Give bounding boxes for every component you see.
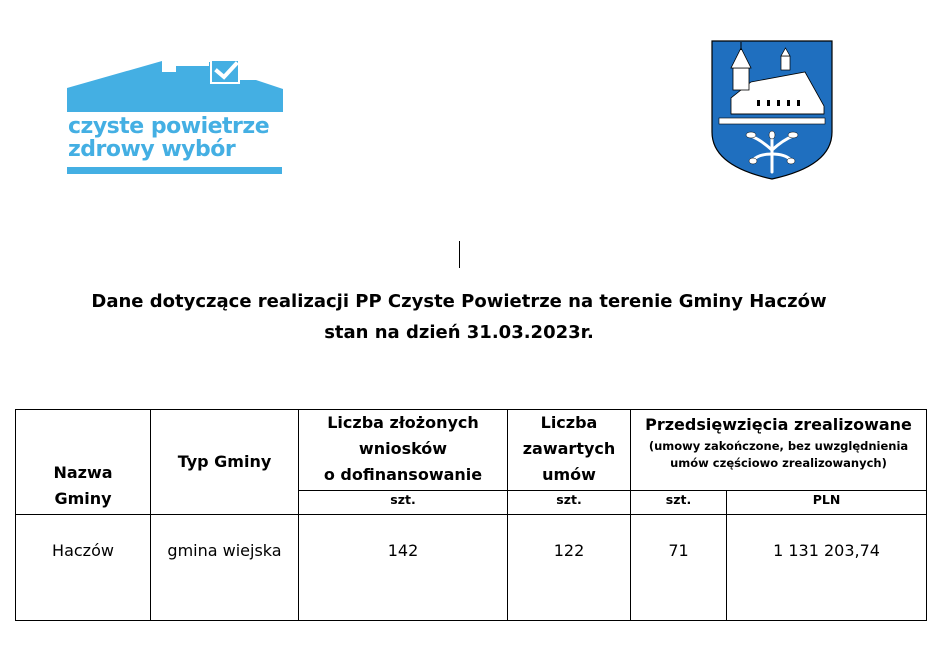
- cell-type: gmina wiejska: [151, 515, 299, 621]
- document-subtitle: stan na dzień 31.03.2023r.: [324, 322, 594, 343]
- logo-text-line2: zdrowy wybór: [68, 137, 236, 162]
- logo-underline: [67, 167, 282, 174]
- unit-contracts: szt.: [508, 491, 631, 515]
- cell-completed-value: 1 131 203,74: [727, 515, 927, 621]
- cell-completed-count: 71: [631, 515, 727, 621]
- header-completed-note-line1: (umowy zakończone, bez uwzględnienia: [648, 439, 909, 453]
- cell-applications: 142: [299, 515, 508, 621]
- unit-completed-count: szt.: [631, 491, 727, 515]
- unit-applications: szt.: [299, 491, 508, 515]
- header-name: [16, 410, 151, 515]
- czyste-powietrze-logo: [66, 58, 284, 178]
- header-completed-title: Przedsięwzięcia zrealizowane: [645, 415, 912, 434]
- header-applications-line3: o dofinansowanie: [323, 465, 483, 484]
- document-title: Dane dotyczące realizacji PP Czyste Powietrze na terenie Gminy Haczów: [91, 291, 827, 312]
- cell-contracts: 122: [508, 515, 631, 621]
- header-contracts: [508, 410, 631, 491]
- unit-completed-value: PLN: [727, 491, 927, 515]
- text-cursor: [459, 241, 460, 268]
- header-name-line2: Gminy: [54, 489, 112, 508]
- header-completed: [631, 410, 927, 491]
- header-contracts-line2: zawartych: [522, 439, 616, 458]
- header-applications-line1: Liczba złożonych: [327, 413, 479, 432]
- header-type: Typ Gminy: [151, 410, 299, 515]
- header-contracts-line1: Liczba: [540, 413, 598, 432]
- header-applications: [299, 410, 508, 491]
- header-contracts-line3: umów: [542, 465, 596, 484]
- header-applications-line2: wniosków: [358, 439, 448, 458]
- gmina-coat-of-arms: [711, 40, 833, 180]
- data-table: [15, 409, 927, 621]
- header-name-line1: Nazwa: [53, 463, 113, 482]
- house-check-icon: [66, 58, 284, 118]
- header-completed-note-line2: umów częściowo zrealizowanych): [670, 456, 887, 470]
- logo-text-line1: czyste powietrze: [68, 114, 270, 139]
- cell-name: Haczów: [16, 515, 151, 621]
- church-crest-icon: [711, 40, 833, 180]
- table-row: [16, 515, 927, 621]
